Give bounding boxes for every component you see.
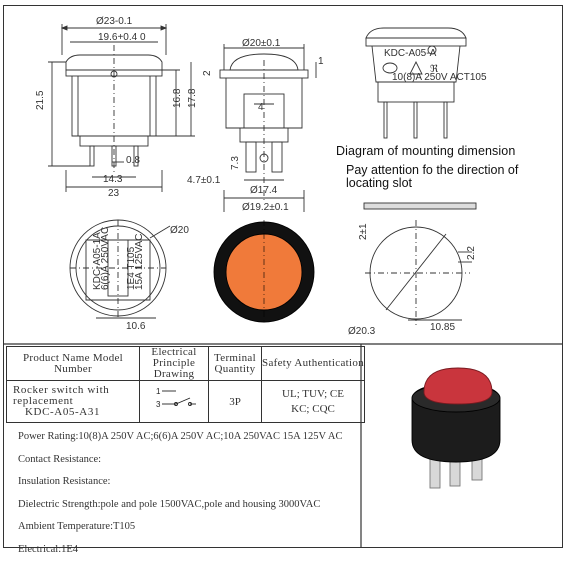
- bottom-view: [70, 220, 189, 332]
- switch-face-view: [366, 28, 487, 138]
- side-view: [187, 38, 324, 213]
- svg-text:1: 1: [156, 387, 161, 396]
- front-mid-width: 19.6+0.4 0: [98, 32, 146, 43]
- svg-text:3: 3: [156, 400, 161, 409]
- spec-electrical: Electrical:1E4: [18, 543, 79, 555]
- safety-line-1: UL; TUV; CE: [282, 387, 344, 400]
- product-photo: [412, 368, 500, 488]
- front-top-width: Ø23-0.1: [96, 16, 133, 27]
- side-base-dia: Ø19.2±0.1: [242, 202, 289, 213]
- mounting-diagram: [348, 203, 477, 337]
- terminal-quantity: 3P: [209, 381, 262, 423]
- front-view: [35, 16, 198, 199]
- front-height: 21.5: [35, 90, 46, 110]
- mount-slot: 2.2: [466, 246, 477, 260]
- switch-rating-label: 10(8)A 250V ACT105: [392, 72, 487, 83]
- bottom-width: 10.6: [126, 321, 146, 332]
- svg-text:ℜ: ℜ: [430, 64, 439, 75]
- mount-width: 10.85: [430, 322, 456, 333]
- front-h1: 16.8: [172, 88, 183, 108]
- side-d2: 2: [202, 70, 213, 76]
- side-pin-w: 4: [258, 102, 264, 113]
- header-product: Product Name Model Number: [7, 347, 140, 381]
- pin-gap: 0.8: [126, 155, 140, 166]
- mount-dia: Ø20.3: [348, 326, 376, 337]
- safety-line-2: KC; CQC: [291, 402, 335, 415]
- product-name: Rocker switch with replacement: [13, 384, 110, 407]
- spec-power-rating: Power Rating:10(8)A 250V AC;6(6)A 250V AC;10A 250VAC 15A 125V AC: [18, 431, 343, 442]
- model-number: KDC-A05-A31: [25, 406, 101, 418]
- header-safety: Safety Authentication: [262, 347, 365, 381]
- principle-cell: [140, 381, 209, 423]
- switch-model-label: KDC-A05-A: [384, 48, 437, 59]
- spec-dielectric-strength: Dielectric Strength:pole and pole 1500VAC,pole and housing 3000VAC: [18, 498, 321, 510]
- mount-title: Diagram of mounting dimension: [336, 144, 516, 158]
- side-top-dia: Ø20±0.1: [242, 38, 281, 49]
- header-principle: Electrical Principle Drawing: [140, 347, 209, 381]
- mount-thickness: 2±1: [358, 223, 369, 240]
- bottom-label-3: 1E4 T105: [126, 246, 137, 290]
- spec-insulation-resistance: Insulation Resistance:: [18, 476, 111, 488]
- bottom-dia: Ø20: [170, 225, 189, 236]
- side-body-dia: Ø17.4: [250, 185, 278, 196]
- spec-contact-resistance: Contact Resistance:: [18, 453, 102, 465]
- side-pin-h: 7.3: [230, 156, 241, 170]
- bottom-label-4: 15A 125VAC: [134, 233, 145, 290]
- spec-ambient-temperature: Ambient Temperature:T105: [18, 521, 136, 533]
- front-h2: 17.8: [187, 88, 198, 108]
- spec-list: [18, 430, 342, 566]
- spec-table: [6, 346, 365, 423]
- cap-illustration: [214, 220, 314, 324]
- mount-note: Pay attention fo the direction of locating slot: [346, 163, 519, 190]
- pin-span: 14.3: [103, 174, 123, 185]
- side-slot-w: 4.7±0.1: [187, 175, 221, 186]
- bottom-label-1: KDC-A05-1A: [92, 232, 103, 290]
- header-quantity: Terminal Quantity: [209, 347, 262, 381]
- bottom-label-2: 6(6)A 250VAC: [100, 226, 111, 290]
- side-d1: 1: [318, 56, 324, 67]
- base-width: 23: [108, 188, 120, 199]
